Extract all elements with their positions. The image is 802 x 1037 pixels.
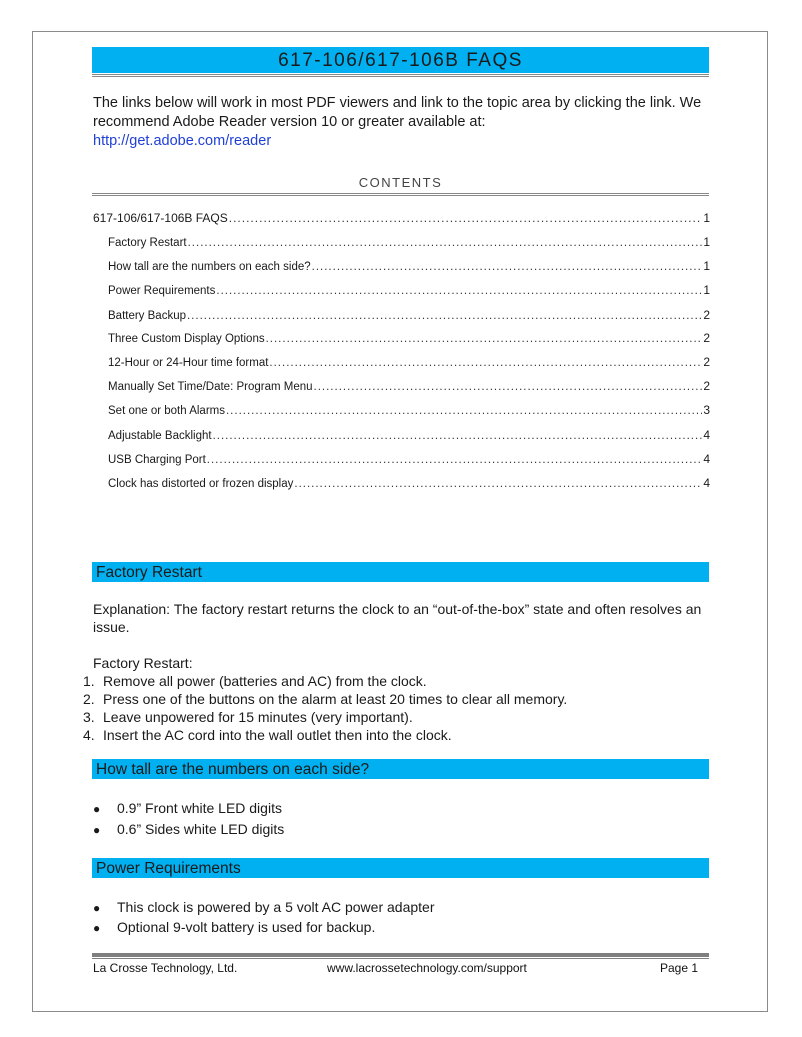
toc-page: 3 bbox=[703, 403, 710, 417]
toc-entry-display-options[interactable] bbox=[108, 331, 710, 347]
toc-entry-battery[interactable] bbox=[108, 308, 710, 324]
bullet-icon: ● bbox=[93, 921, 101, 935]
intro-text: The links below will work in most PDF viewers and link to the topic area by clicking the link. We recommend Adobe Reader version 10 or greater available at: bbox=[93, 95, 702, 130]
title-underline bbox=[92, 74, 709, 77]
list-item: ● 0.9” Front white LED digits bbox=[93, 800, 282, 816]
bullet-icon: ● bbox=[93, 823, 101, 837]
footer-rule-thin bbox=[92, 958, 709, 959]
toc-label: 617-106/617-106B FAQS bbox=[93, 211, 228, 225]
footer-url[interactable]: www.lacrossetechnology.com/support bbox=[327, 961, 527, 975]
list-item: 4. Insert the AC cord into the wall outlet then into the clock. bbox=[83, 727, 452, 743]
toc-page: 4 bbox=[703, 452, 710, 466]
toc-page: 2 bbox=[703, 379, 710, 393]
toc-page: 2 bbox=[703, 355, 710, 369]
list-item: ● 0.6” Sides white LED digits bbox=[93, 821, 285, 837]
toc-entry-backlight[interactable] bbox=[108, 428, 710, 444]
toc-label: Manually Set Time/Date: Program Menu bbox=[108, 381, 313, 393]
toc-label: Adjustable Backlight bbox=[108, 430, 212, 442]
toc-label: Set one or both Alarms bbox=[108, 405, 225, 417]
toc-entry-usb[interactable] bbox=[108, 452, 710, 468]
toc-entry-time-format[interactable] bbox=[108, 355, 710, 371]
toc-entry-numbers[interactable] bbox=[108, 259, 710, 275]
footer-rule bbox=[92, 953, 709, 957]
toc-entry-factory-restart[interactable] bbox=[108, 235, 710, 251]
bullet-icon: ● bbox=[93, 901, 101, 915]
contents-heading: CONTENTS bbox=[358, 175, 443, 190]
section-heading-factory-restart: Factory Restart bbox=[92, 562, 709, 582]
toc-entry-power[interactable] bbox=[108, 283, 710, 299]
toc-entry-distorted-display[interactable] bbox=[108, 476, 710, 492]
contents-underline bbox=[92, 193, 709, 196]
factory-restart-explanation: Explanation: The factory restart returns the clock to an “out-of-the-box” state and often resolves an issue. bbox=[93, 601, 702, 635]
intro-paragraph bbox=[93, 94, 713, 151]
toc-page: 1 bbox=[703, 283, 710, 297]
footer-page-number: Page 1 bbox=[660, 961, 699, 975]
toc-page: 1 bbox=[703, 235, 710, 249]
toc-label: Battery Backup bbox=[108, 310, 186, 322]
toc-entry-alarms[interactable] bbox=[108, 403, 710, 419]
toc-page: 1 bbox=[703, 211, 710, 225]
toc-label: Power Requirements bbox=[108, 285, 216, 297]
toc-label: 12-Hour or 24-Hour time format bbox=[108, 357, 269, 369]
toc-label: Three Custom Display Options bbox=[108, 333, 265, 345]
toc-entry-program-menu[interactable] bbox=[108, 379, 710, 395]
toc-entry-faqs[interactable] bbox=[93, 211, 710, 227]
toc-label: USB Charging Port bbox=[108, 454, 206, 466]
toc-page: 4 bbox=[703, 476, 710, 490]
toc-page: 2 bbox=[703, 308, 710, 322]
toc-page: 2 bbox=[703, 331, 710, 345]
factory-restart-subheading: Factory Restart: bbox=[93, 655, 193, 671]
list-item: 1. Remove all power (batteries and AC) from the clock. bbox=[83, 673, 427, 689]
bullet-icon: ● bbox=[93, 802, 101, 816]
toc-label: Factory Restart bbox=[108, 237, 187, 249]
footer-company: La Crosse Technology, Ltd. bbox=[93, 961, 238, 975]
section-heading-numbers: How tall are the numbers on each side? bbox=[92, 759, 709, 779]
document-title: 617-106/617-106B FAQS bbox=[92, 47, 709, 73]
adobe-reader-link[interactable]: http://get.adobe.com/reader bbox=[93, 133, 272, 149]
list-item: ● Optional 9-volt battery is used for backup. bbox=[93, 919, 376, 935]
toc-page: 4 bbox=[703, 428, 710, 442]
toc-page: 1 bbox=[703, 259, 710, 273]
list-item: ● This clock is powered by a 5 volt AC power adapter bbox=[93, 899, 435, 915]
toc-label: Clock has distorted or frozen display bbox=[108, 478, 294, 490]
list-item: 3. Leave unpowered for 15 minutes (very important). bbox=[83, 709, 413, 725]
toc-label: How tall are the numbers on each side? bbox=[108, 261, 311, 273]
section-heading-power: Power Requirements bbox=[92, 858, 709, 878]
list-item: 2. Press one of the buttons on the alarm at least 20 times to clear all memory. bbox=[83, 691, 568, 707]
